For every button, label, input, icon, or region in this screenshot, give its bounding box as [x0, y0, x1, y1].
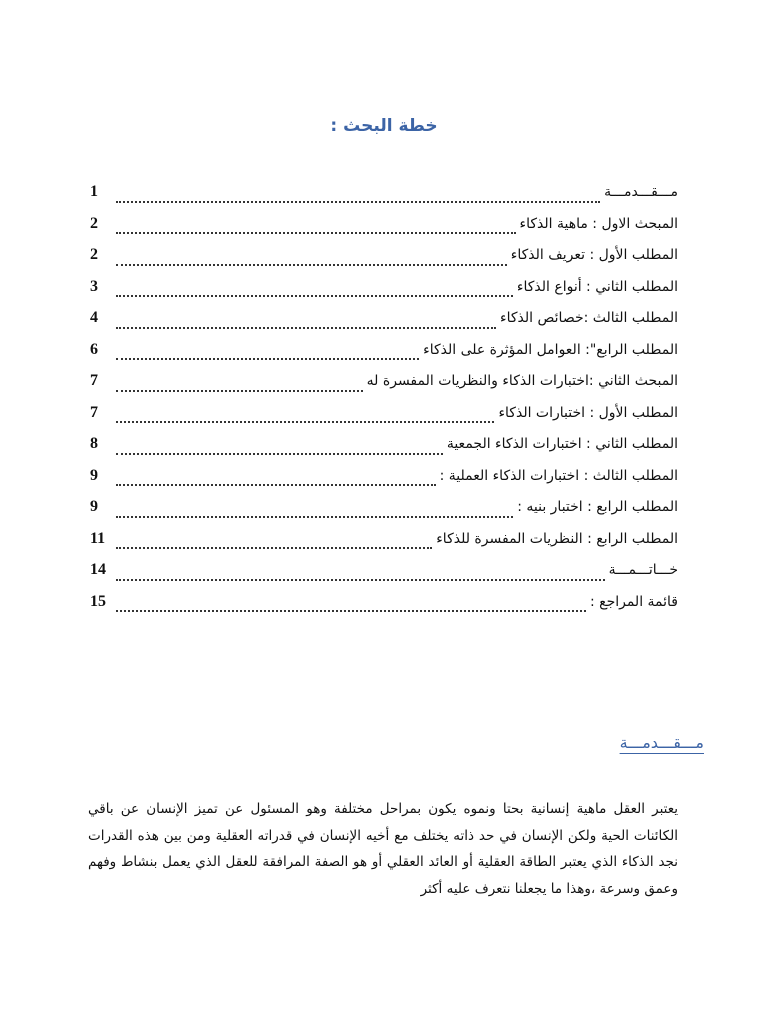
toc-dot-leader: [116, 232, 516, 234]
toc-entry: [90, 496, 678, 528]
toc-entry-label: المطلب الثاني : اختبارات الذكاء الجمعية: [446, 436, 678, 452]
introduction-paragraph: يعتبر العقل ماهية إنسانية بحتا ونموه يكون بمراحل مختلفة وهو المسئول عن تميز الإنسان عن باقي الكائنات الحية ولكن الإنسان في حد ذاته يختلف مع أخيه الإنسان في قدراته العقلية ومن بين هذه القدرات نجد الذكاء الذي يعتبر الطاقة العقلية أو العائد العقلي أو هو الصفة المرافقة للعقل الذي يعمل بنشاط وفهم وعمق وسرعة ،وهذا ما يجعلنا نتعرف عليه أكثر: [88, 801, 678, 897]
toc-entry-label: مـــقـــدمـــة: [604, 184, 678, 200]
toc-dot-leader: [116, 421, 494, 423]
introduction-heading: مـــقـــدمـــة: [619, 733, 704, 752]
toc-dot-leader: [116, 516, 513, 518]
toc-entry-label: المطلب الثالث : اختبارات الذكاء العملية :: [439, 467, 678, 484]
toc-entry: [90, 591, 678, 623]
toc-entry-page-number: 4: [90, 309, 98, 326]
toc-entry: [90, 465, 678, 497]
toc-dot-leader: [116, 358, 419, 360]
toc-entry-label: المبحث الاول : ماهية الذكاء: [519, 215, 678, 232]
page-title: خطة البحث :: [330, 116, 438, 136]
toc-entry-page-number: 8: [90, 435, 98, 452]
toc-entry-page-number: 9: [90, 498, 98, 515]
toc-entry-page-number: 3: [90, 277, 98, 295]
toc-entry-label: قائمة المراجع :: [589, 593, 678, 610]
toc-entry: [90, 433, 678, 465]
toc-entry: [90, 402, 678, 434]
toc-entry-page-number: 2: [90, 214, 98, 232]
toc-entry-page-number: 7: [90, 372, 98, 389]
toc-entry: [90, 181, 678, 213]
toc-entry-label: المطلب الثالث :خصائص الذكاء: [500, 310, 678, 326]
toc-dot-leader: [116, 579, 605, 581]
toc-dot-leader: [116, 610, 586, 612]
toc-entry: [90, 339, 678, 371]
toc-entry-label: المطلب الرابع": العوامل المؤثرة على الذكاء: [423, 341, 678, 358]
toc-entry-page-number: 7: [90, 403, 98, 421]
toc-entry-label: المبحث الثاني :اختبارات الذكاء والنظريات المفسرة له: [366, 373, 678, 389]
toc-entry-label: المطلب الأول : تعريف الذكاء: [510, 247, 678, 263]
toc-entry: [90, 370, 678, 402]
table-of-contents: [90, 181, 678, 622]
toc-entry-page-number: 2: [90, 246, 98, 263]
toc-entry: [90, 559, 678, 591]
toc-entry: [90, 213, 678, 245]
toc-entry-page-number: 1: [90, 183, 98, 200]
toc-dot-leader: [116, 295, 513, 297]
toc-dot-leader: [116, 327, 496, 329]
toc-dot-leader: [116, 390, 363, 392]
toc-entry-label: المطلب الثاني : أنواع الذكاء: [516, 278, 678, 295]
toc-entry: [90, 307, 678, 339]
toc-entry: [90, 276, 678, 308]
toc-entry-page-number: 14: [90, 561, 106, 578]
toc-entry: [90, 244, 678, 276]
toc-dot-leader: [116, 547, 432, 549]
toc-dot-leader: [116, 453, 443, 455]
toc-entry-label: المطلب الرابع : اختبار بنيه :: [517, 499, 678, 515]
toc-entry-label: المطلب الرابع : النظريات المفسرة للذكاء: [436, 530, 678, 547]
toc-entry-page-number: 15: [90, 592, 106, 610]
toc-entry-page-number: 6: [90, 340, 98, 358]
toc-dot-leader: [116, 264, 507, 266]
toc-dot-leader: [116, 484, 436, 486]
toc-entry-label: خـــاتـــمـــة: [608, 562, 678, 578]
toc-entry-page-number: 11: [90, 529, 106, 547]
toc-entry-page-number: 9: [90, 466, 98, 484]
toc-entry-label: المطلب الأول : اختبارات الذكاء: [498, 404, 678, 421]
toc-entry: [90, 528, 678, 560]
toc-dot-leader: [116, 201, 600, 203]
